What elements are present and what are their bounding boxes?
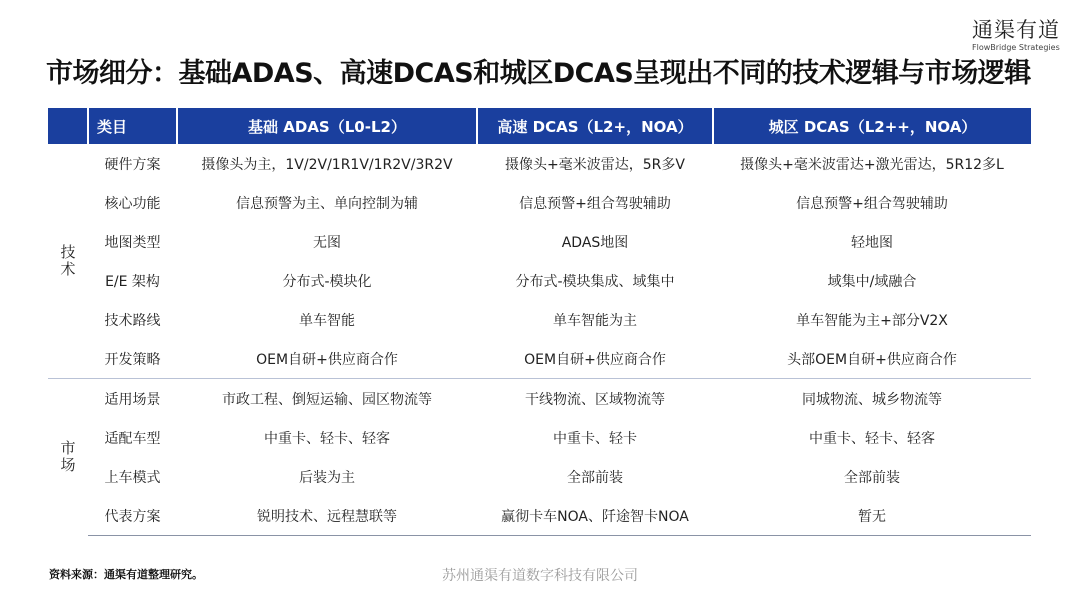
table-row [48,183,1031,222]
group-label-market: 市场 [48,379,88,536]
group-label-tech: 技术 [58,244,77,278]
table-row [48,261,1031,300]
table-row [48,222,1031,261]
logo-chinese-name: 通渠有道 [972,18,1060,42]
cell-basic-adas: 中重卡、轻卡、轻客 [264,430,390,447]
table-row [48,496,1031,536]
cell-highway-dcas: ADAS地图 [561,234,629,251]
cell-basic-adas: 摄像头为主，1V/2V/1R1V/1R2V/3R2V [201,156,453,173]
cell-urban-dcas: 信息预警+组合驾驶辅助 [796,195,948,212]
cell-urban-dcas: 中重卡、轻卡、轻客 [809,430,935,447]
cell-urban-dcas: 轻地图 [851,234,893,251]
row-category: 适配车型 [104,430,161,447]
table-row [48,379,1031,419]
cell-highway-dcas: 信息预警+组合驾驶辅助 [519,195,671,212]
cell-highway-dcas: 赢彻卡车NOA、阡途智卡NOA [477,496,713,536]
brand-logo [972,18,1060,53]
row-category: 开发策略 [104,351,161,368]
cell-highway-dcas: OEM自研+供应商合作 [524,351,666,368]
slide-title: 市场细分：基础ADAS、高速DCAS和城区DCAS呈现出不同的技术逻辑与市场逻辑 [46,58,1031,89]
cell-urban-dcas: 域集中/域融合 [827,273,917,290]
cell-urban-dcas: 全部前装 [844,469,900,486]
table-row [48,457,1031,496]
logo-english-name: FlowBridge Strategies [972,43,1060,52]
row-category: 适用场景 [88,379,177,419]
cell-urban-dcas: 同城物流、城乡物流等 [713,379,1031,419]
cell-basic-adas: OEM自研+供应商合作 [256,351,398,368]
header-highway-dcas: 高速 DCAS（L2+，NOA） [477,108,713,144]
table-row [48,339,1031,379]
header-urban-dcas: 城区 DCAS（L2++，NOA） [713,108,1031,144]
row-category: 上车模式 [104,469,161,486]
table-row [48,418,1031,457]
cell-highway-dcas: 单车智能为主 [553,312,637,329]
cell-urban-dcas: 摄像头+毫米波雷达+激光雷达，5R12多L [740,156,1004,173]
row-category: 硬件方案 [104,156,161,173]
cell-basic-adas: 后装为主 [299,469,355,486]
cell-basic-adas: 信息预警为主、单向控制为辅 [236,195,418,212]
row-category: 核心功能 [104,195,161,212]
row-category: E/E 架构 [105,273,160,290]
cell-basic-adas: 锐明技术、远程慧联等 [177,496,477,536]
cell-basic-adas: 分布式-模块化 [282,273,372,290]
cell-urban-dcas: 暂无 [713,496,1031,536]
row-category: 地图类型 [104,234,161,251]
cell-highway-dcas: 中重卡、轻卡 [553,430,637,447]
table-row [48,300,1031,339]
company-name: 苏州通渠有道数字科技有限公司 [442,568,638,584]
cell-highway-dcas: 摄像头+毫米波雷达，5R多V [505,156,685,173]
cell-highway-dcas: 分布式-模块集成、域集中 [515,273,675,290]
table-row [48,144,1031,183]
row-category: 技术路线 [104,312,161,329]
header-basic-adas: 基础 ADAS（L0-L2） [177,108,477,144]
cell-urban-dcas: 单车智能为主+部分V2X [796,312,948,329]
cell-highway-dcas: 干线物流、区域物流等 [477,379,713,419]
cell-basic-adas: 市政工程、倒短运输、园区物流等 [177,379,477,419]
table-header-row [48,108,1031,144]
cell-urban-dcas: 头部OEM自研+供应商合作 [787,351,957,368]
header-blank-cell [48,108,88,144]
row-category: 代表方案 [88,496,177,536]
header-category: 类目 [88,108,177,144]
comparison-table [48,108,1031,536]
cell-basic-adas: 无图 [313,234,341,251]
source-note: 资料来源：通渠有道整理研究。 [49,568,203,581]
cell-basic-adas: 单车智能 [299,312,355,329]
cell-highway-dcas: 全部前装 [567,469,623,486]
